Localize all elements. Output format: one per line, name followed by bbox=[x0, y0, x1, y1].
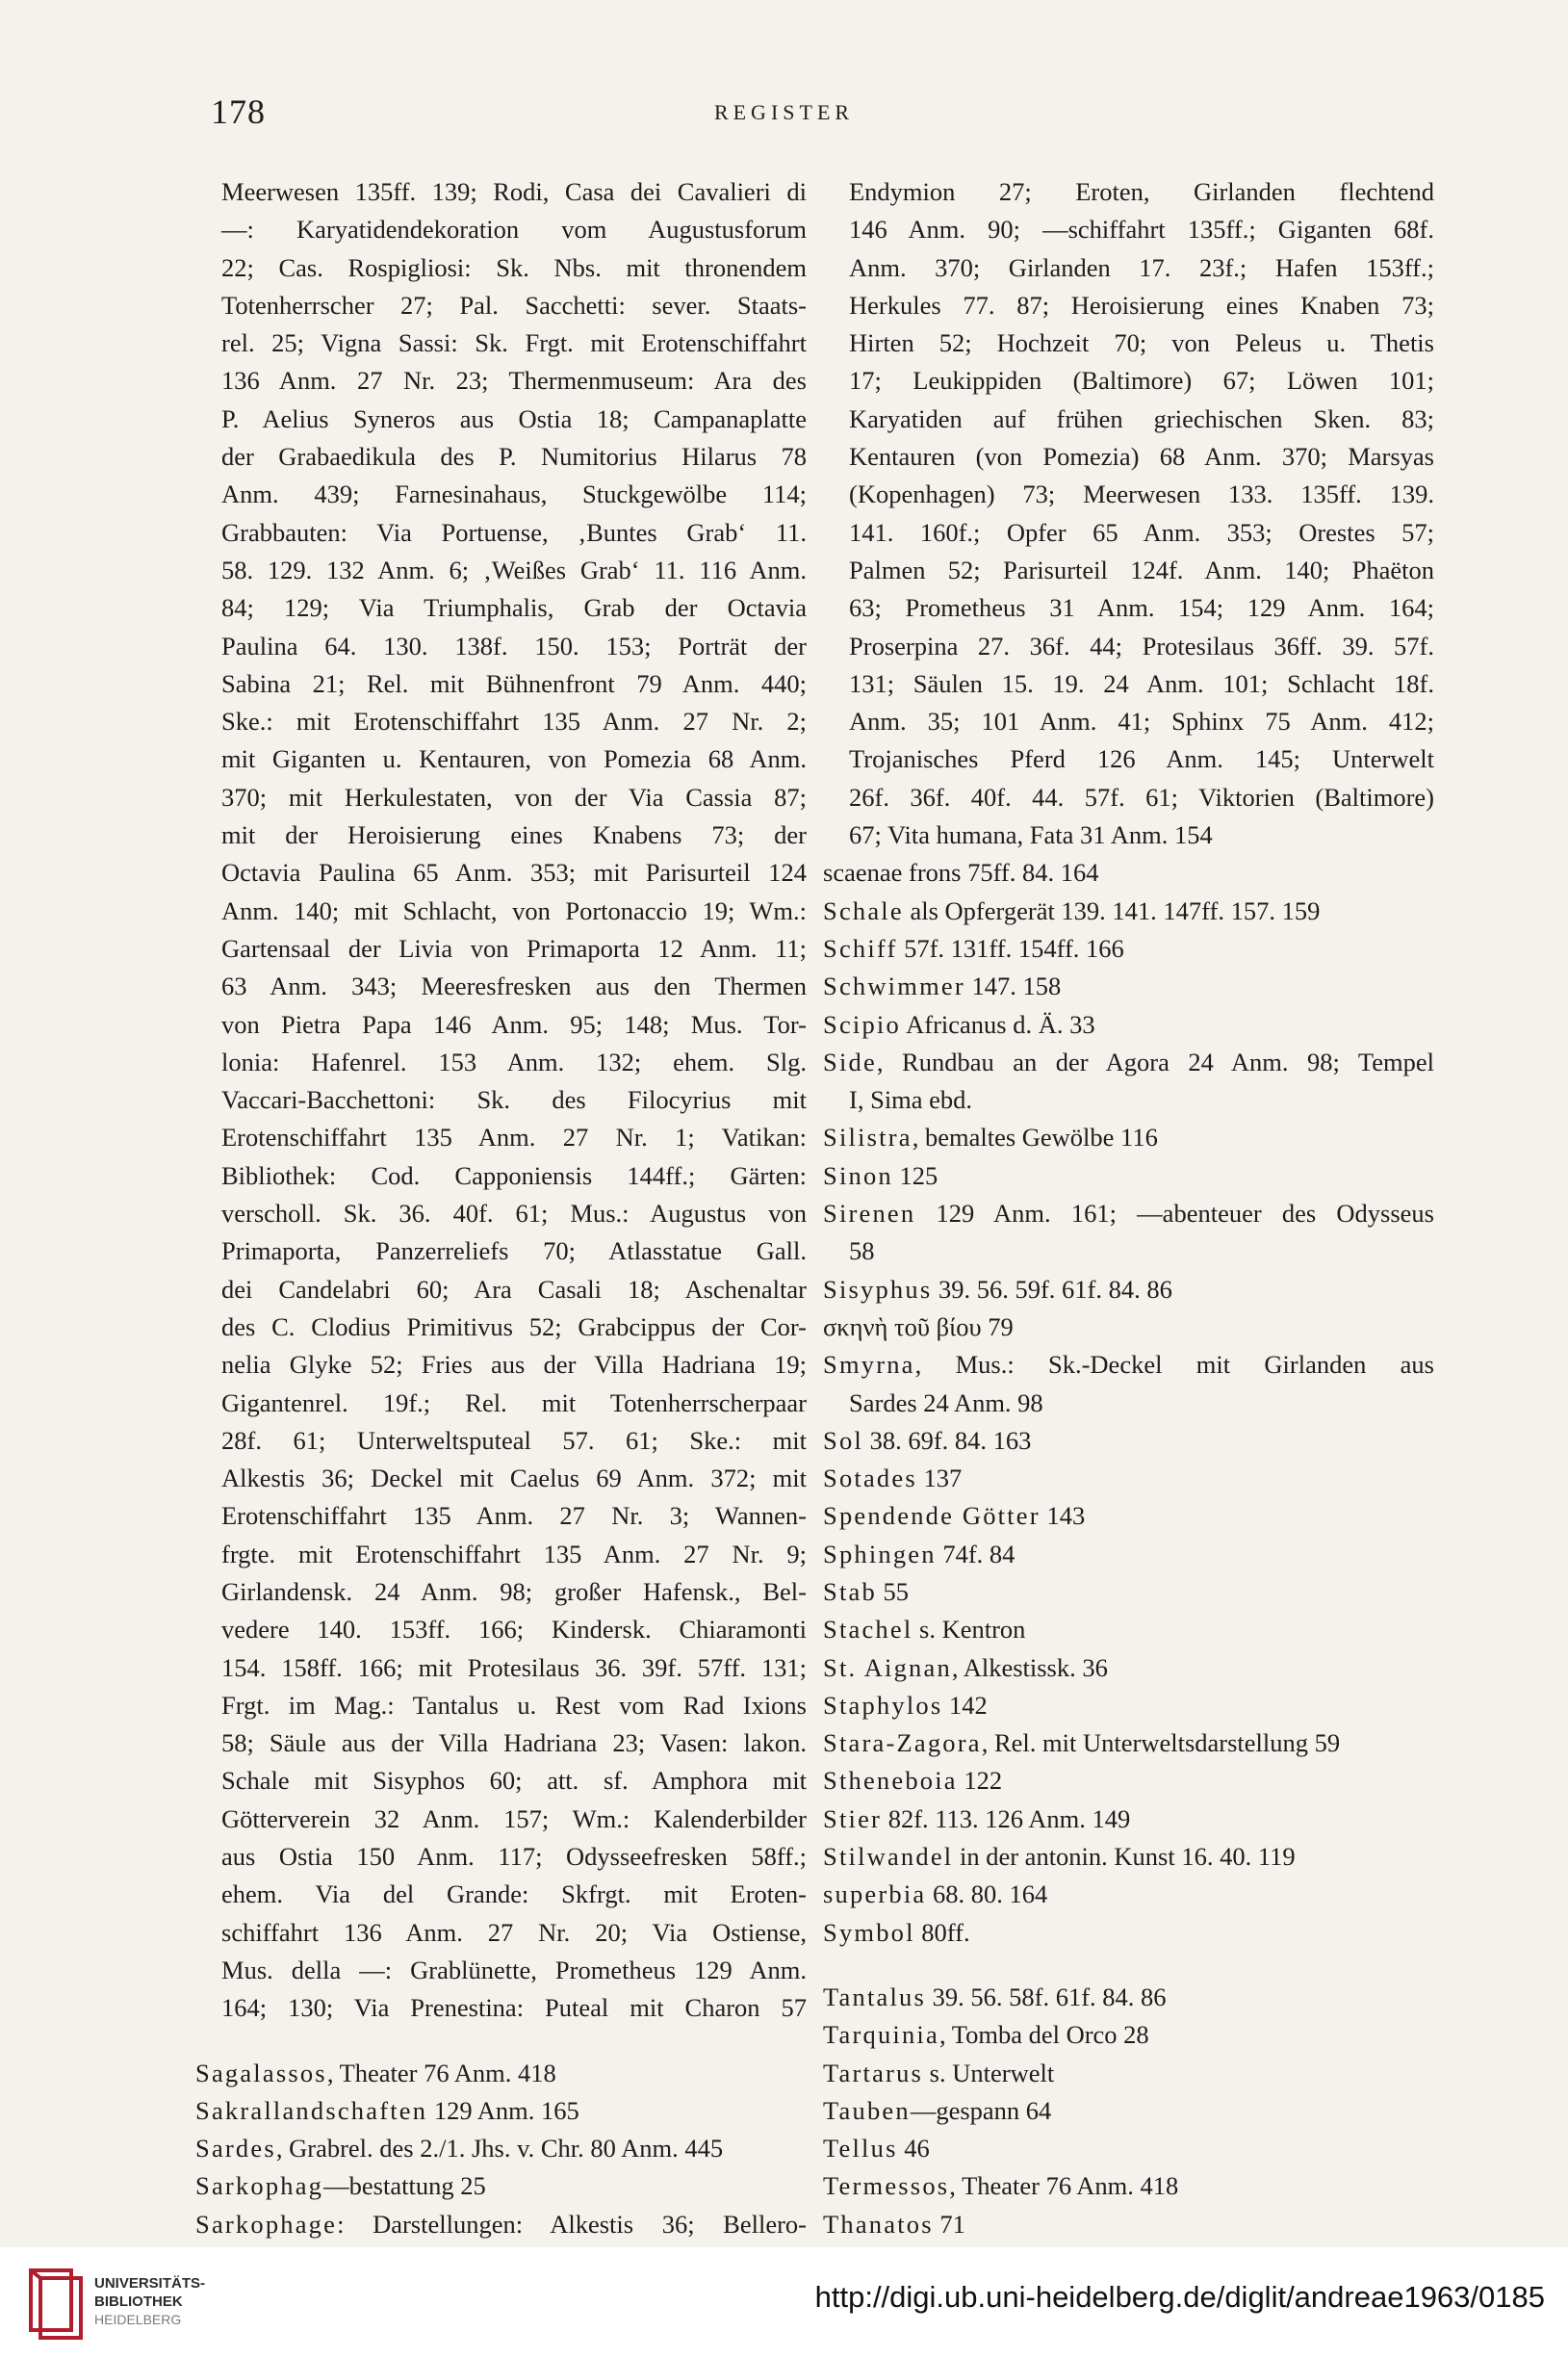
index-text: Girlandensk. 24 Anm. 98; großer Hafensk., Bel- bbox=[221, 1576, 807, 1606]
index-line bbox=[823, 211, 1434, 248]
index-text: σκηνὴ τοῦ βίου 79 bbox=[823, 1311, 1014, 1341]
index-text: 63 Anm. 343; Meeresfresken aus den Thermen bbox=[221, 972, 807, 1001]
index-text: 17; Leukippiden (Baltimore) 67; Löwen 101; bbox=[849, 366, 1434, 396]
index-line bbox=[823, 779, 1434, 816]
index-line bbox=[195, 740, 807, 778]
source-url-link[interactable]: http://digi.ub.uni-heidelberg.de/diglit/andreae1963/0185 bbox=[814, 2280, 1545, 2314]
index-line bbox=[195, 1006, 807, 1044]
footer-bar bbox=[0, 2247, 1568, 2358]
index-lemma: Staphylos bbox=[823, 1690, 943, 1720]
index-text: Herkules 77. 87; Heroisierung eines Knaben 73; bbox=[849, 290, 1434, 320]
index-line bbox=[823, 1119, 1434, 1156]
index-line bbox=[195, 1044, 807, 1081]
index-text: Erotenschiffahrt 135 Anm. 27 Nr. 1; Vatikan: bbox=[221, 1123, 807, 1153]
index-line bbox=[195, 287, 807, 324]
index-text: in der antonin. Kunst 16. 40. 119 bbox=[953, 1842, 1296, 1872]
index-line bbox=[195, 1385, 807, 1422]
index-line bbox=[823, 740, 1434, 778]
index-line bbox=[823, 665, 1434, 703]
index-line bbox=[195, 1914, 807, 1952]
index-text: 154. 158ff. 166; mit Protesilaus 36. 39f. 57ff. 131; bbox=[221, 1652, 807, 1682]
index-line bbox=[823, 173, 1434, 211]
index-line bbox=[195, 1801, 807, 1838]
index-line bbox=[195, 2167, 807, 2205]
index-lemma: Tartarus bbox=[823, 2058, 924, 2087]
index-text: Frgt. im Mag.: Tantalus u. Rest vom Rad Ixions bbox=[221, 1690, 807, 1720]
index-lemma: Schwimmer bbox=[823, 972, 965, 1001]
index-lemma: Scipio bbox=[823, 1009, 901, 1039]
index-lemma: Stheneboia bbox=[823, 1766, 958, 1796]
index-text: scaenae frons 75ff. 84. 164 bbox=[823, 858, 1099, 888]
index-lemma: Schiff bbox=[823, 933, 898, 963]
index-column-right bbox=[823, 173, 1434, 2281]
index-text: Sabina 21; Rel. mit Bühnenfront 79 Anm. 440; bbox=[221, 668, 807, 698]
index-text: , Tomba del Orco 28 bbox=[938, 2020, 1149, 2050]
index-line bbox=[195, 1157, 807, 1195]
index-line bbox=[823, 1157, 1434, 1195]
index-line bbox=[195, 2055, 807, 2092]
index-text: Endymion 27; Eroten, Girlanden flechtend bbox=[849, 177, 1434, 206]
index-text: verscholl. Sk. 36. 40f. 61; Mus.: Augustus von bbox=[221, 1199, 807, 1229]
index-text: 129 Anm. 165 bbox=[427, 2095, 579, 2125]
index-text: nelia Glyke 52; Fries aus der Villa Hadriana 19; bbox=[221, 1350, 807, 1380]
index-line bbox=[823, 1762, 1434, 1800]
index-text: mit Giganten u. Kentauren, von Pomezia 68 Anm. bbox=[221, 744, 807, 774]
index-text: , Rel. mit Unterweltsdarstellung 59 bbox=[981, 1728, 1341, 1758]
index-text: 67; Vita humana, Fata 31 Anm. 154 bbox=[849, 820, 1213, 850]
index-line bbox=[195, 1573, 807, 1611]
index-text: schiffahrt 136 Anm. 27 Nr. 20; Via Ostiense, bbox=[221, 1917, 807, 1947]
index-text: Gartensaal der Livia von Primaporta 12 Anm. 11; bbox=[221, 933, 807, 963]
index-line bbox=[823, 1838, 1434, 1876]
index-line bbox=[195, 324, 807, 362]
index-lemma: Sirenen bbox=[823, 1199, 916, 1229]
index-line bbox=[195, 476, 807, 513]
index-text: 137 bbox=[916, 1464, 963, 1493]
index-line bbox=[195, 1232, 807, 1270]
index-text: Schale mit Sisyphos 60; att. sf. Amphora mit bbox=[221, 1766, 807, 1796]
index-line bbox=[823, 362, 1434, 400]
index-text: Anm. 35; 101 Anm. 41; Sphinx 75 Anm. 412; bbox=[849, 707, 1434, 737]
index-text: , Mus.: Sk.-Deckel mit Girlanden aus bbox=[914, 1350, 1434, 1380]
index-line bbox=[823, 1044, 1434, 1081]
index-text: —: Karyatidendekoration vom Augustusforum bbox=[221, 215, 807, 245]
index-line bbox=[195, 1497, 807, 1535]
index-lemma: Smyrna bbox=[823, 1350, 915, 1380]
index-text: 129 Anm. 161; —abenteuer des Odysseus bbox=[915, 1199, 1434, 1229]
index-lemma: Sagalassos bbox=[195, 2058, 327, 2087]
index-lemma: Termessos bbox=[823, 2171, 950, 2201]
index-lemma: Schale bbox=[823, 895, 904, 925]
index-text: 55 bbox=[876, 1576, 910, 1606]
index-text: Erotenschiffahrt 135 Anm. 27 Nr. 3; Wannen- bbox=[221, 1501, 807, 1531]
index-line bbox=[823, 324, 1434, 362]
index-text: aus Ostia 150 Anm. 117; Odysseefresken 58ff.; bbox=[221, 1842, 807, 1872]
index-text: 74f. 84 bbox=[936, 1539, 1015, 1568]
index-line bbox=[823, 1309, 1434, 1346]
index-text: Trojanisches Pferd 126 Anm. 145; Unterwelt bbox=[849, 744, 1434, 774]
index-line bbox=[195, 2092, 807, 2130]
index-line bbox=[195, 249, 807, 287]
index-lemma: Sardes bbox=[195, 2134, 276, 2164]
index-lemma: Stachel bbox=[823, 1615, 913, 1645]
index-line bbox=[823, 2167, 1434, 2205]
index-line bbox=[823, 703, 1434, 740]
index-text: , Theater 76 Anm. 418 bbox=[949, 2171, 1179, 2201]
index-text: 131; Säulen 15. 19. 24 Anm. 101; Schlacht 18f. bbox=[849, 668, 1434, 698]
index-line bbox=[823, 816, 1434, 854]
index-text: 122 bbox=[957, 1766, 1003, 1796]
index-line bbox=[823, 1460, 1434, 1497]
index-line bbox=[195, 628, 807, 665]
index-line bbox=[823, 1876, 1434, 1913]
index-line bbox=[195, 1460, 807, 1497]
index-line bbox=[823, 854, 1434, 892]
index-text: 141. 160f.; Opfer 65 Anm. 353; Orestes 57; bbox=[849, 517, 1434, 547]
index-line bbox=[823, 1801, 1434, 1838]
index-line bbox=[195, 1195, 807, 1232]
section-gap bbox=[195, 2028, 807, 2055]
index-text: 46 bbox=[897, 2134, 930, 2164]
index-line bbox=[195, 2130, 807, 2167]
index-line bbox=[823, 2055, 1434, 2092]
index-line bbox=[195, 1119, 807, 1156]
index-line bbox=[195, 1762, 807, 1800]
index-line bbox=[195, 1649, 807, 1687]
index-text: Grabbauten: Via Portuense, ‚Buntes Grab‘ 11. bbox=[221, 517, 807, 547]
index-text: Meerwesen 135ff. 139; Rodi, Casa dei Cavalieri di bbox=[221, 177, 807, 206]
index-text: Totenherrscher 27; Pal. Sacchetti: sever. Staats- bbox=[221, 290, 807, 320]
index-text: dei Candelabri 60; Ara Casali 18; Aschenaltar bbox=[221, 1274, 807, 1304]
index-line bbox=[823, 287, 1434, 324]
index-line bbox=[823, 1536, 1434, 1573]
index-lemma: Sakrallandschaften bbox=[195, 2095, 428, 2125]
index-text: 26f. 36f. 40f. 44. 57f. 61; Viktorien (Baltimore) bbox=[849, 782, 1434, 812]
index-text: 63; Prometheus 31 Anm. 154; 129 Anm. 164; bbox=[849, 593, 1434, 623]
index-text: 28f. 61; Unterweltsputeal 57. 61; Ske.: mit bbox=[221, 1425, 807, 1455]
index-text: Palmen 52; Parisurteil 124f. Anm. 140; Phaëton bbox=[849, 555, 1434, 584]
index-line bbox=[823, 1232, 1434, 1270]
index-lemma: Tantalus bbox=[823, 1982, 926, 2011]
index-line bbox=[823, 628, 1434, 665]
index-text: I, Sima ebd. bbox=[849, 1085, 973, 1115]
index-text: mit der Heroisierung eines Knabens 73; der bbox=[221, 820, 807, 850]
index-text: —bestattung 25 bbox=[323, 2171, 486, 2201]
index-line bbox=[823, 930, 1434, 968]
library-name-line: HEIDELBERG bbox=[94, 2312, 182, 2327]
index-text: 58 bbox=[849, 1236, 875, 1266]
page-number: 178 bbox=[211, 92, 266, 131]
index-line bbox=[195, 1346, 807, 1384]
index-text: 84; 129; Via Triumphalis, Grab der Octavia bbox=[221, 593, 807, 623]
index-text: 142 bbox=[942, 1690, 988, 1720]
index-line bbox=[823, 2206, 1434, 2243]
index-text: 22; Cas. Rospigliosi: Sk. Nbs. mit thronendem bbox=[221, 252, 807, 282]
index-line bbox=[195, 211, 807, 248]
index-text: Sardes 24 Anm. 98 bbox=[849, 1387, 1043, 1417]
index-text: Proserpina 27. 36f. 44; Protesilaus 36ff. 39. 57f. bbox=[849, 631, 1434, 661]
index-line bbox=[195, 1271, 807, 1309]
index-text: , Theater 76 Anm. 418 bbox=[326, 2058, 556, 2087]
index-line bbox=[823, 1573, 1434, 1611]
section-gap bbox=[823, 1952, 1434, 1979]
index-line bbox=[823, 1385, 1434, 1422]
index-line bbox=[195, 665, 807, 703]
index-text: Bibliothek: Cod. Capponiensis 144ff.; Gärten: bbox=[221, 1160, 807, 1190]
index-text: 38. 69f. 84. 163 bbox=[862, 1425, 1032, 1455]
index-line bbox=[195, 703, 807, 740]
index-lemma: Side bbox=[823, 1047, 877, 1076]
index-text: 80ff. bbox=[914, 1917, 970, 1947]
index-line bbox=[195, 362, 807, 400]
index-line bbox=[823, 1422, 1434, 1460]
index-lemma: Thanatos bbox=[823, 2209, 934, 2239]
index-line bbox=[195, 401, 807, 438]
index-text: —gespann 64 bbox=[910, 2095, 1052, 2125]
index-text: : Darstellungen: Alkestis 36; Bellero- bbox=[337, 2209, 807, 2239]
index-line bbox=[195, 1081, 807, 1119]
index-line bbox=[823, 249, 1434, 287]
index-text: 136 Anm. 27 Nr. 23; Thermenmuseum: Ara des bbox=[221, 366, 807, 396]
index-lemma: Spendende Götter bbox=[823, 1501, 1041, 1531]
index-text: 68. 80. 164 bbox=[926, 1879, 1048, 1909]
index-line bbox=[823, 514, 1434, 552]
index-line bbox=[823, 1006, 1434, 1044]
index-text: 39. 56. 59f. 61f. 84. 86 bbox=[932, 1274, 1172, 1304]
index-line bbox=[823, 1979, 1434, 2016]
index-line bbox=[823, 1195, 1434, 1232]
index-line bbox=[823, 1271, 1434, 1309]
index-lemma: Tauben bbox=[823, 2095, 911, 2125]
index-text: s. Unterwelt bbox=[923, 2058, 1055, 2087]
index-line bbox=[195, 1309, 807, 1346]
library-name bbox=[94, 2274, 205, 2329]
index-text: als Opfergerät 139. 141. 147ff. 157. 159 bbox=[903, 895, 1321, 925]
index-text: Paulina 64. 130. 138f. 150. 153; Porträt der bbox=[221, 631, 807, 661]
index-line bbox=[823, 1914, 1434, 1952]
index-lemma: Stilwandel bbox=[823, 1842, 954, 1872]
index-text: 146 Anm. 90; —schiffahrt 135ff.; Giganten 68f. bbox=[849, 215, 1434, 245]
index-text: Gigantenrel. 19f.; Rel. mit Totenherrscherpaar bbox=[221, 1387, 807, 1417]
index-text: 82f. 113. 126 Anm. 149 bbox=[882, 1803, 1131, 1833]
index-text: Hirten 52; Hochzeit 70; von Peleus u. Thetis bbox=[849, 328, 1434, 358]
index-line bbox=[195, 589, 807, 627]
index-text: P. Aelius Syneros aus Ostia 18; Campanaplatte bbox=[221, 403, 807, 433]
index-lemma: Sisyphus bbox=[823, 1274, 933, 1304]
index-lemma: Sarkophage bbox=[195, 2209, 338, 2239]
index-line bbox=[823, 2130, 1434, 2167]
index-lemma: Sotades bbox=[823, 1464, 917, 1493]
index-text: des C. Clodius Primitivus 52; Grabcippus der Cor- bbox=[221, 1311, 807, 1341]
index-lemma: Sarkophag bbox=[195, 2171, 324, 2201]
index-lemma: Sphingen bbox=[823, 1539, 937, 1568]
index-text: Octavia Paulina 65 Anm. 353; mit Parisurteil 124 bbox=[221, 858, 807, 888]
index-lemma: Stara-Zagora bbox=[823, 1728, 982, 1758]
index-text: Mus. della —: Grablünette, Prometheus 129 Anm. bbox=[221, 1955, 807, 1984]
index-text: , bemaltes Gewölbe 116 bbox=[912, 1123, 1158, 1153]
index-text: Kentauren (von Pomezia) 68 Anm. 370; Marsyas bbox=[849, 442, 1434, 472]
index-line bbox=[195, 1724, 807, 1762]
index-text: Ske.: mit Erotenschiffahrt 135 Anm. 27 Nr. 2; bbox=[221, 707, 807, 737]
index-line bbox=[823, 1649, 1434, 1687]
index-line bbox=[195, 1422, 807, 1460]
index-text: , Alkestissk. 36 bbox=[951, 1652, 1108, 1682]
index-text: Götterverein 32 Anm. 157; Wm.: Kalenderbilder bbox=[221, 1803, 807, 1833]
index-line bbox=[195, 514, 807, 552]
index-line bbox=[195, 930, 807, 968]
index-text: , Grabrel. des 2./1. Jhs. v. Chr. 80 Anm. 445 bbox=[275, 2134, 724, 2164]
index-text: 58; Säule aus der Villa Hadriana 23; Vasen: lakon. bbox=[221, 1728, 807, 1758]
index-line bbox=[195, 1989, 807, 2027]
index-text: 125 bbox=[892, 1160, 938, 1190]
index-line bbox=[195, 816, 807, 854]
index-line bbox=[195, 1687, 807, 1724]
index-text: Anm. 439; Farnesinahaus, Stuckgewölbe 114; bbox=[221, 479, 807, 509]
index-lemma: superbia bbox=[823, 1879, 927, 1909]
index-line bbox=[823, 1346, 1434, 1384]
index-line bbox=[823, 438, 1434, 476]
index-line bbox=[195, 1876, 807, 1913]
index-text: Primaporta, Panzerreliefs 70; Atlasstatue Gall. bbox=[221, 1236, 807, 1266]
index-text: vedere 140. 153ff. 166; Kindersk. Chiaramonti bbox=[221, 1615, 807, 1645]
index-line bbox=[823, 1724, 1434, 1762]
index-line bbox=[823, 1497, 1434, 1535]
index-line bbox=[195, 1536, 807, 1573]
library-name-line: UNIVERSITÄTS- bbox=[94, 2275, 206, 2292]
index-text: lonia: Hafenrel. 153 Anm. 132; ehem. Slg. bbox=[221, 1047, 807, 1076]
index-text: 164; 130; Via Prenestina: Puteal mit Charon 57 bbox=[221, 1993, 807, 2023]
index-line bbox=[823, 2016, 1434, 2054]
index-line bbox=[823, 401, 1434, 438]
running-head: REGISTER bbox=[713, 100, 855, 124]
index-lemma: Sinon bbox=[823, 1160, 893, 1190]
index-line bbox=[823, 1687, 1434, 1724]
index-lemma: Stab bbox=[823, 1576, 877, 1606]
index-column-left bbox=[195, 173, 807, 2281]
index-line bbox=[195, 968, 807, 1005]
index-lemma: St. Aignan bbox=[823, 1652, 952, 1682]
index-text: Anm. 140; mit Schlacht, von Portonaccio 19; Wm.: bbox=[221, 895, 807, 925]
index-text: Africanus d. Ä. 33 bbox=[900, 1009, 1095, 1039]
index-text: , Rundbau an der Agora 24 Anm. 98; Tempel bbox=[876, 1047, 1434, 1076]
index-text: 143 bbox=[1040, 1501, 1086, 1531]
index-lemma: Sol bbox=[823, 1425, 863, 1455]
index-text: 57f. 131ff. 154ff. 166 bbox=[897, 933, 1124, 963]
index-text: frgte. mit Erotenschiffahrt 135 Anm. 27 Nr. 9; bbox=[221, 1539, 807, 1568]
index-line bbox=[195, 1952, 807, 1989]
index-line bbox=[195, 552, 807, 589]
index-lemma: Tellus bbox=[823, 2134, 898, 2164]
index-text: 370; mit Herkulestaten, von der Via Cassia 87; bbox=[221, 782, 807, 812]
index-line bbox=[195, 854, 807, 892]
library-logo-icon bbox=[27, 2265, 85, 2340]
library-name-line: BIBLIOTHEK bbox=[94, 2293, 183, 2310]
index-lemma: Stier bbox=[823, 1803, 883, 1833]
index-text: s. Kentron bbox=[913, 1615, 1026, 1645]
index-lemma: Silistra bbox=[823, 1123, 913, 1153]
index-lemma: Symbol bbox=[823, 1917, 915, 1947]
index-text: Anm. 370; Girlanden 17. 23f.; Hafen 153ff.; bbox=[849, 252, 1434, 282]
index-line bbox=[195, 2206, 807, 2243]
index-line bbox=[823, 552, 1434, 589]
index-line bbox=[195, 779, 807, 816]
index-line bbox=[823, 968, 1434, 1005]
index-text: Vaccari-Bacchettoni: Sk. des Filocyrius mit bbox=[221, 1085, 807, 1115]
index-line bbox=[195, 893, 807, 930]
index-text: der Grabaedikula des P. Numitorius Hilarus 78 bbox=[221, 442, 807, 472]
index-line bbox=[823, 589, 1434, 627]
index-line bbox=[195, 1838, 807, 1876]
index-line bbox=[195, 438, 807, 476]
index-line bbox=[823, 1611, 1434, 1648]
index-line bbox=[823, 1081, 1434, 1119]
index-text: (Kopenhagen) 73; Meerwesen 133. 135ff. 139. bbox=[849, 479, 1434, 509]
index-line bbox=[823, 893, 1434, 930]
index-text: ehem. Via del Grande: Skfrgt. mit Eroten- bbox=[221, 1879, 807, 1909]
index-text: 39. 56. 58f. 61f. 84. 86 bbox=[926, 1982, 1167, 2011]
index-text: 71 bbox=[933, 2209, 965, 2239]
index-lemma: Tarquinia bbox=[823, 2020, 939, 2050]
index-text: Alkestis 36; Deckel mit Caelus 69 Anm. 372; mit bbox=[221, 1464, 807, 1493]
index-line bbox=[823, 2092, 1434, 2130]
index-text: von Pietra Papa 146 Anm. 95; 148; Mus. Tor- bbox=[221, 1009, 807, 1039]
index-text: 147. 158 bbox=[964, 972, 1062, 1001]
index-line bbox=[195, 1611, 807, 1648]
index-text: rel. 25; Vigna Sassi: Sk. Frgt. mit Erotenschiffahrt bbox=[221, 328, 807, 358]
index-line bbox=[823, 476, 1434, 513]
index-text: Karyatiden auf frühen griechischen Sken. 83; bbox=[849, 403, 1434, 433]
index-text: 58. 129. 132 Anm. 6; ‚Weißes Grab‘ 11. 116 Anm. bbox=[221, 555, 807, 584]
index-line bbox=[195, 173, 807, 211]
